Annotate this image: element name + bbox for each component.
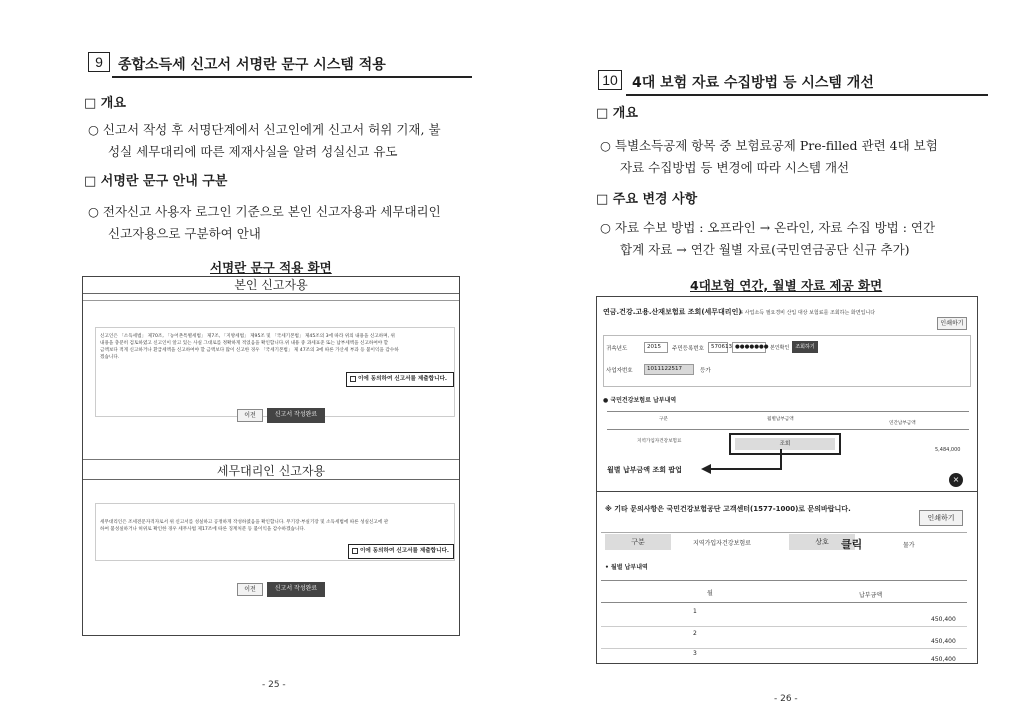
agent-notice-line-2: 하여 불성실하거나 허위로 확인한 경우 세무사법 제17조에 따른 징계처분 등 불이익을 감수하겠습니다.: [100, 527, 306, 532]
page-number: - 26 -: [774, 694, 798, 704]
self-agree-checkbox[interactable]: [346, 372, 454, 387]
row-rule: [601, 648, 967, 649]
agent-notice-box: [95, 503, 455, 561]
col-type: 구분: [659, 417, 668, 422]
biz-label: 사업자번호: [606, 368, 633, 374]
self-notice-line-2: 내용을 충분히 검토하였고 신고인이 알고 있는 사실 그대로를 정확하게 적었음을 확인합니다.위 내용 중 과세표준 또는 납부세액을 신고하여야 할: [100, 341, 389, 346]
row-rule: [601, 626, 967, 627]
checkbox-icon[interactable]: [350, 376, 356, 382]
table-rule: [607, 429, 969, 430]
biz-value: 1011122517: [647, 366, 682, 372]
col-month: 월: [707, 590, 713, 597]
col-monthly: 월별납부금액: [767, 417, 794, 422]
section-number: 10: [598, 70, 622, 90]
table-rule: [601, 580, 967, 581]
row-amount: 450,400: [931, 656, 956, 663]
self-notice-line-1: 신고인은 「소득세법」 제70조, 「농어촌특별세법」 제7조, 「지방세법」 제95조 및 「국세기본법」 제45조의 3에 따라 위의 내용을 신고하며, 위: [100, 334, 395, 339]
changes-text-1: ○ 자료 수보 방법 : 오프라인 → 온라인, 자료 수집 방법 : 연간: [600, 220, 936, 235]
section-title: 종합소득세 신고서 서명란 문구 시스템 적용: [118, 57, 386, 73]
page-number: - 25 -: [262, 680, 286, 690]
popup-type-label: 구분: [605, 534, 671, 550]
overview-text-2: 성실 세무대리에 따른 제재사실을 알려 성실신고 유도: [108, 144, 398, 159]
popup-contact: ※ 기타 문의사항은 국민건강보험공단 고객센터(1577-1000)로 문의바랍니다.: [605, 505, 851, 513]
agent-agree-label: 이에 동의하여 신고서를 제출합니다.: [360, 548, 450, 554]
guide-text-2: 신고자용으로 구분하여 안내: [108, 226, 261, 241]
agent-filer-label: 세무대리인 신고자용: [83, 463, 459, 480]
popup-extra: 물가: [903, 542, 915, 549]
overview-text-1: ○ 특별소득공제 항목 중 보험료공제 Pre-filled 관련 4대 보험: [600, 138, 938, 153]
prev-button[interactable]: 이전: [237, 409, 263, 422]
self-filer-label: 본인 신고자용: [83, 277, 459, 294]
health-heading: ● 국민건강보험료 납부내역: [603, 397, 677, 404]
self-notice-box: [95, 327, 455, 417]
insurance-query-screen: [596, 296, 978, 492]
self-agree-label: 이에 동의하여 신고서를 제출합니다.: [358, 376, 448, 382]
signature-screen: [82, 276, 460, 636]
table-rule: [607, 411, 969, 412]
row-type: 지역가입자건강보험료: [637, 439, 682, 444]
biz-extra: 등가: [700, 368, 711, 374]
row-amount: 5,484,000: [935, 447, 961, 453]
search-form: [603, 335, 971, 387]
complete-button[interactable]: 신고서 작성완료: [267, 408, 325, 423]
row-month: 2: [693, 630, 697, 637]
year-select[interactable]: [644, 342, 668, 353]
rrn-back-input[interactable]: ●●●●●●●: [732, 342, 766, 353]
section-title: 4대 보험 자료 수집방법 등 시스템 개선: [632, 75, 874, 91]
row-amount: 450,400: [931, 638, 956, 645]
col-pay: 납부금액: [859, 592, 883, 599]
rrn-label: 주민등록번호: [672, 346, 704, 352]
agent-notice-line-1: 세무대리인은 조세전문자격자로서 위 신고서를 성실하고 공정하게 작성하였음을 확인합니다. 무기장·부실기장 및 소득세법에 따른 성실신고에 관: [100, 520, 389, 525]
popup-status-label: 상호: [789, 534, 855, 550]
row-month: 1: [693, 608, 697, 615]
overview-heading: □ 개요: [84, 96, 126, 111]
overview-text-1: ○ 신고서 작성 후 서명단계에서 신고인에게 신고서 허위 기재, 불: [88, 122, 441, 137]
biz-select[interactable]: [644, 364, 694, 375]
checkbox-icon[interactable]: [352, 548, 358, 554]
screen-caption: 4대보험 연간, 월별 자료 제공 화면: [690, 278, 883, 293]
year-value: 2015: [647, 344, 661, 350]
agent-agree-checkbox[interactable]: [348, 544, 454, 559]
divider: [601, 532, 967, 533]
row-query[interactable]: 조회: [735, 438, 835, 450]
close-icon[interactable]: ×: [949, 473, 963, 487]
self-notice-line-4: 겠습니다.: [100, 355, 120, 360]
section-number: 9: [88, 52, 110, 72]
table-rule: [601, 602, 967, 603]
screen-note: ※ 사업소득 필요경비 산입 대상 보험료를 조회하는 화면입니다: [739, 310, 876, 316]
complete-button[interactable]: 신고서 작성완료: [267, 582, 325, 597]
health-heading-text: 국민건강보험료 납부내역: [610, 397, 677, 404]
overview-heading: □ 개요: [596, 106, 638, 121]
col-annual: 연간납부금액: [889, 421, 916, 426]
arrow-icon: [701, 449, 787, 475]
popup-label: 월별 납부금액 조회 팝업: [607, 466, 682, 474]
divider: [83, 300, 459, 301]
popup-type-value: 지역가입자건강보험료: [693, 540, 751, 547]
popup-print-button[interactable]: 인쇄하기: [919, 510, 963, 526]
row-month: 3: [693, 650, 697, 657]
section-rule: [626, 94, 988, 96]
row-amount: 450,400: [931, 616, 956, 623]
self-notice-line-3: 금액보다 적게 신고하거나 환급세액을 신고하여야 할 금액보다 많이 신고한 경우 「국세기본법」 제 47조의 3에 따른 가산세 부과 등 불이익을 감수하: [100, 348, 399, 353]
changes-text-2: 합계 자료 → 연간 월별 자료(국민연금공단 신규 추가): [620, 242, 910, 257]
monthly-heading: • 월별 납부내역: [605, 564, 648, 571]
guide-heading: □ 서명란 문구 안내 구분: [84, 174, 228, 189]
prev-button[interactable]: 이전: [237, 583, 263, 596]
screen-caption: 서명란 문구 적용 화면: [210, 260, 332, 275]
screen-title: 연금.건강.고용.산재보험료 조회(세무대리인): [603, 308, 742, 316]
section-rule: [112, 76, 472, 78]
rrn-front-input[interactable]: 570613: [708, 342, 728, 353]
changes-heading: □ 주요 변경 사항: [596, 192, 698, 207]
year-label: 귀속년도: [606, 346, 628, 352]
print-button[interactable]: 인쇄하기: [937, 317, 967, 330]
divider: [83, 459, 459, 460]
overview-text-2: 자료 수집방법 등 변경에 따라 시스템 개선: [620, 160, 850, 175]
verify-label: 본인확인: [770, 345, 790, 351]
query-button[interactable]: 조회하기: [792, 341, 818, 353]
popup-click[interactable]: 클릭: [841, 538, 863, 551]
monthly-popup: [596, 492, 978, 664]
guide-text-1: ○ 전자신고 사용자 로그인 기준으로 본인 신고자용과 세무대리인: [88, 204, 441, 219]
